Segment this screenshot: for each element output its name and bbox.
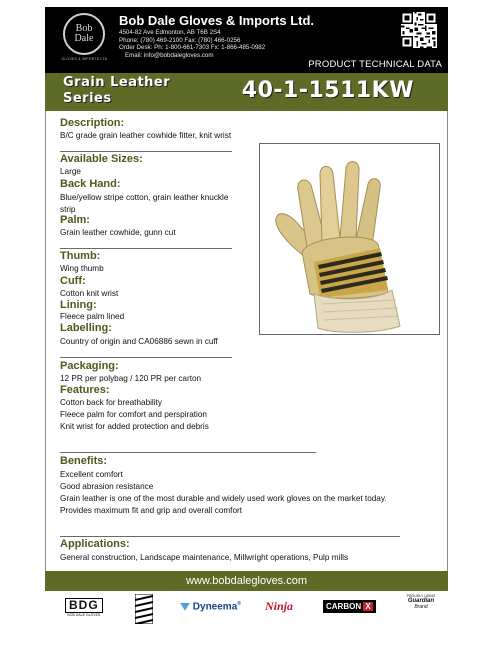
company-name: Bob Dale Gloves & Imports Ltd. [119,13,315,28]
applications-text: General construction, Landscape maintenance, Millwright operations, Pulp mills [60,553,349,562]
sizes-heading: Available Sizes: [60,153,143,165]
address: 4504-82 Ave Edmonton, AB T6B 2S4 [119,29,221,36]
feature-item: Cotton back for breathability [60,398,162,407]
carbon-logo-text: CARBON [326,602,362,611]
qr-code-icon [401,12,437,48]
guardian-logo-text: Guardian [407,598,435,604]
back-hand-text-2: strip [60,205,76,214]
back-hand-text-1: Blue/yellow stripe cotton, grain leather knuckle [60,193,229,202]
title-bar [45,73,448,111]
ninja-logo: Ninja [265,599,294,613]
series-line-2: Series [63,91,112,106]
description-text: B/C grade grain leather cowhide fitter, knit wrist [60,131,232,140]
lining-text: Fleece palm lined [60,312,125,321]
feature-item: Fleece palm for comfort and perspiration [60,410,207,419]
divider [60,536,400,537]
company-logo [63,13,105,55]
phone-fax: Phone: (780) 469-2100 Fax: (780) 466-0256 [119,36,241,44]
benefits-heading: Benefits: [60,455,108,467]
packaging-text: 12 PR per polybag / 120 PR per carton [60,374,202,383]
striped-shield-icon [135,594,153,624]
diamond-icon [180,603,190,611]
applications-heading: Applications: [60,538,130,550]
contact-block [119,29,265,59]
cuff-text: Cotton knit wrist [60,289,119,298]
email: Email: info@bobdalegloves.com [125,51,214,59]
benefit-item: Provides maximum fit and grip and overall comfort [60,506,243,515]
logo-text: Bob Dale [74,23,94,44]
cuff-heading: Cuff: [60,275,86,287]
dyneema-logo [180,601,241,612]
product-photo [259,143,440,335]
sizes-text: Large [60,167,81,176]
model-number: 40-1-1511KW [241,78,414,103]
document-type-label: PRODUCT TECHNICAL DATA [308,59,442,70]
divider [60,248,232,249]
benefit-item: Good abrasion resistance [60,482,154,491]
series-line-1: Grain Leather [63,75,171,90]
carbon-x-mark: X [365,602,371,611]
benefit-item: Excellent comfort [60,470,123,479]
dyneema-registered-mark: ® [237,601,241,607]
website-link[interactable]: www.bobdalegloves.com [185,575,308,587]
guardian-tagline: PROUDLY USING [406,594,436,598]
logo-subtitle: GLOVES & IMPORTS LTD. [61,57,109,61]
divider [60,452,316,453]
guardian-logo-sub: Brand [414,604,428,610]
bdg-logo-sub: BOB DALE GLOVES [67,613,101,617]
brand-logos [45,592,448,626]
glove-image [260,144,439,334]
labelling-heading: Labelling: [60,322,112,334]
bdg-logo [65,598,103,617]
header-bar [45,7,448,73]
thumb-heading: Thumb: [60,250,101,262]
order-desk: Order Desk: Ph: 1-800-661-7303 Fx: 1-866-485-0982 [119,44,266,52]
thumb-text: Wing thumb [60,264,104,273]
divider [60,151,232,152]
description-heading: Description: [60,117,125,129]
carbon-x-logo [323,600,376,613]
dyneema-logo-text: Dyneema [192,601,238,613]
website-bar [45,571,448,591]
bdg-logo-text: BDG [65,598,103,613]
guardian-brand-logo [403,594,439,610]
labelling-text: Country of origin and CA06886 sewn in cuff [60,337,218,346]
back-hand-heading: Back Hand: [60,178,121,190]
lining-heading: Lining: [60,299,97,311]
features-heading: Features: [60,384,110,396]
palm-text: Grain leather cowhide, gunn cut [60,228,176,237]
palm-heading: Palm: [60,214,90,226]
benefit-item: Grain leather is one of the most durable and widely used work gloves on the market today. [60,494,387,503]
feature-item: Knit wrist for added protection and debris [60,422,209,431]
divider [60,357,232,358]
series-name [63,75,170,107]
packaging-heading: Packaging: [60,360,119,372]
